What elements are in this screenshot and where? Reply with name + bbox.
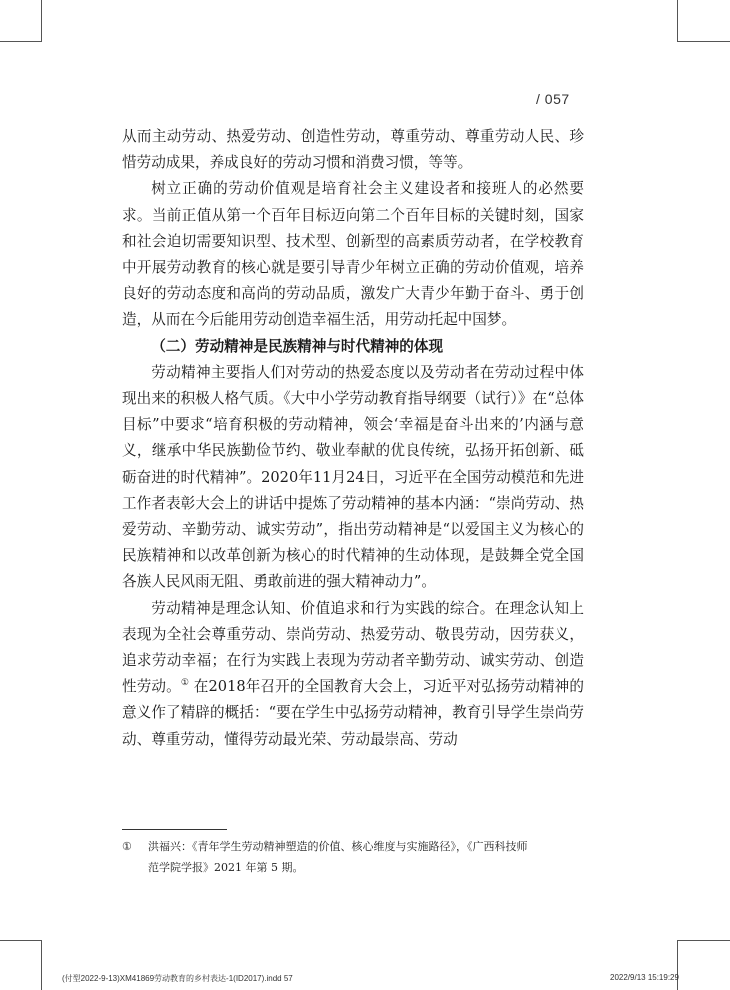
- page-number: / 057: [536, 91, 570, 107]
- crop-mark: [677, 0, 678, 42]
- crop-mark: [677, 940, 730, 941]
- body-text: [122, 124, 584, 753]
- footnote-rule: [122, 829, 227, 830]
- paragraph: 从而主动劳动、热爱劳动、创造性劳动，尊重劳动、尊重劳动人民、珍惜劳动成果，养成良好的劳动习惯和消费习惯，等等。: [122, 128, 584, 172]
- paragraph: 劳动精神主要指人们对劳动的热爱态度以及劳动者在劳动过程中体现出来的积极人格气质。《大中小学劳动教育指导纲要（试行）》在“总体目标”中要求“培育积极的劳动精神，领会‘幸福是奋斗出来的’内涵与意义，继承中华民族勤俭节约、敬业奉献的优良传统，弘扬开拓创新、砥砺奋进的时代精神”。2020年11月24日，习近平在全国劳动模范和先进工作者表彰大会上的讲话中提炼了劳动精神的基本内涵：“崇尚劳动、热爱劳动、辛勤劳动、诚实劳动”，指出劳动精神是“以爱国主义为核心的民族精神和以改革创新为核心的时代精神的生动体现，是鼓舞全党全国各族人民风雨无阻、勇敢前进的强大精神动力”。: [122, 363, 584, 591]
- footnote-text: 范学院学报》2021 年第 5 期。: [148, 861, 304, 874]
- footnote-text: 洪福兴：《青年学生劳动精神塑造的价值、核心维度与实施路径》，《广西科技师: [148, 840, 528, 853]
- crop-mark: [677, 940, 678, 990]
- crop-mark: [41, 940, 42, 990]
- footnote-reference[interactable]: ①: [180, 678, 190, 689]
- crop-mark: [677, 41, 730, 42]
- paragraph-text: 劳动精神是理念认知、价值追求和行为实践的综合。在理念认知上表现为全社会尊重劳动、崇尚劳动、热爱劳动、敬畏劳动，因劳获义，追求劳动幸福；在行为实践上表现为劳动者辛勤劳动、诚实劳动、创造性劳动。: [122, 599, 584, 696]
- footnote: [122, 836, 584, 878]
- section-heading: （二）劳动精神是民族精神与时代精神的体现: [151, 337, 444, 355]
- paragraph-text: 在2018年召开的全国教育大会上，习近平对弘扬劳动精神的意义作了精辟的概括：“要在学生中弘扬劳动精神，教育引导学生崇尚劳动、尊重劳动，懂得劳动最光荣、劳动最崇高、劳动: [122, 678, 584, 748]
- print-slug-timestamp: 2022/9/13 15:19:29: [610, 973, 679, 982]
- footnote-mark: ①: [122, 840, 132, 853]
- paragraph: 树立正确的劳动价值观是培育社会主义建设者和接班人的必然要求。当前正值从第一个百年目标迈向第二个百年目标的关键时刻，国家和社会迫切需要知识型、技术型、创新型的高素质劳动者，在学校教育中开展劳动教育的核心就是要引导青少年树立正确的劳动价值观，培养良好的劳动态度和高尚的劳动品质，激发广大青少年勤于奋斗、勇于创造，从而在今后能用劳动创造幸福生活，用劳动托起中国梦。: [122, 180, 584, 329]
- crop-mark: [41, 0, 42, 42]
- paragraph: [122, 596, 584, 753]
- crop-mark: [0, 940, 42, 941]
- crop-mark: [0, 41, 42, 42]
- print-slug-file: (付型2022-9-13)XM41869劳动教育的乡村表达-1(ID2017).indd 57: [62, 974, 293, 983]
